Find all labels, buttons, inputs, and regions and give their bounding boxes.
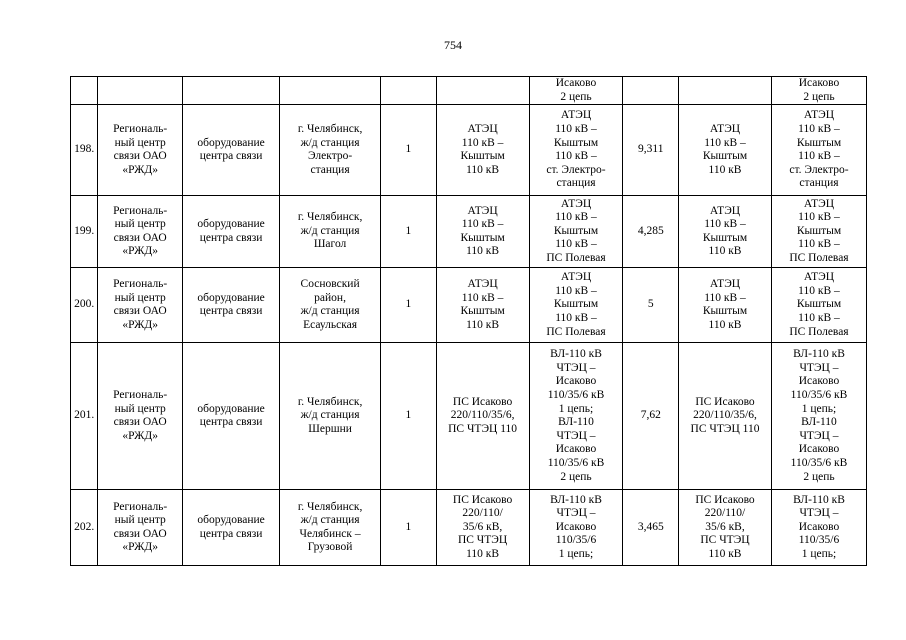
cell-number: 200. — [71, 268, 98, 343]
cell-power: 9,311 — [623, 105, 679, 196]
cell-source-1: АТЭЦ 110 кВ – Кыштым 110 кВ — [436, 105, 529, 196]
table-row — [71, 105, 867, 196]
table-row — [71, 343, 867, 490]
cell-power: 7,62 — [623, 343, 679, 490]
cell-category: 1 — [381, 343, 437, 490]
cell-category: 1 — [381, 105, 437, 196]
cell-empty — [623, 77, 679, 105]
cell-source-2: АТЭЦ 110 кВ – Кыштым 110 кВ — [679, 268, 772, 343]
cell-empty — [71, 77, 98, 105]
cell-equipment: оборудование центра связи — [183, 105, 280, 196]
cell-power: 3,465 — [623, 490, 679, 566]
cell-owner: Региональ- ный центр связи ОАО «РЖД» — [98, 196, 183, 268]
cell-line-1: АТЭЦ 110 кВ – Кыштым 110 кВ – ПС Полевая — [529, 196, 623, 268]
cell-line-2: АТЭЦ 110 кВ – Кыштым 110 кВ – ПС Полевая — [771, 268, 866, 343]
cell-empty — [436, 77, 529, 105]
cell-category: 1 — [381, 196, 437, 268]
cell-equipment: оборудование центра связи — [183, 196, 280, 268]
cell-empty — [679, 77, 772, 105]
cell-equipment: оборудование центра связи — [183, 268, 280, 343]
cell-source-1: АТЭЦ 110 кВ – Кыштым 110 кВ — [436, 268, 529, 343]
cell-number: 202. — [71, 490, 98, 566]
cell-location: г. Челябинск, ж/д станция Шершни — [280, 343, 381, 490]
cell-empty — [381, 77, 437, 105]
cell-location: Сосновский район, ж/д станция Есаульская — [280, 268, 381, 343]
table-row — [71, 196, 867, 268]
page-number: 754 — [444, 38, 462, 52]
cell-source-1: АТЭЦ 110 кВ – Кыштым 110 кВ — [436, 196, 529, 268]
cell-location: г. Челябинск, ж/д станция Электро- станция — [280, 105, 381, 196]
cell-location: г. Челябинск, ж/д станция Челябинск – Грузовой — [280, 490, 381, 566]
cell-category: 1 — [381, 490, 437, 566]
cell-empty — [98, 77, 183, 105]
cell-power: 5 — [623, 268, 679, 343]
table-row — [71, 268, 867, 343]
cell-source-2: АТЭЦ 110 кВ – Кыштым 110 кВ — [679, 196, 772, 268]
cell-number: 201. — [71, 343, 98, 490]
cell-line-1: ВЛ-110 кВ ЧТЭЦ – Исаково 110/35/6 1 цепь; — [529, 490, 623, 566]
cell-line-2: ВЛ-110 кВ ЧТЭЦ – Исаково 110/35/6 1 цепь; — [771, 490, 866, 566]
cell-number: 198. — [71, 105, 98, 196]
cell-line-1: АТЭЦ 110 кВ – Кыштым 110 кВ – ст. Электро- станция — [529, 105, 623, 196]
cell-source-2: ПС Исаково 220/110/35/6, ПС ЧТЭЦ 110 — [679, 343, 772, 490]
energy-supply-table — [70, 76, 867, 566]
cell-source-2: ПС Исаково 220/110/ 35/6 кВ, ПС ЧТЭЦ 110 кВ — [679, 490, 772, 566]
cell-location: г. Челябинск, ж/д станция Шагол — [280, 196, 381, 268]
cell-source-2: АТЭЦ 110 кВ – Кыштым 110 кВ — [679, 105, 772, 196]
cell-number: 199. — [71, 196, 98, 268]
table-row — [71, 490, 867, 566]
cell-line-2: АТЭЦ 110 кВ – Кыштым 110 кВ – ст. Электро- станция — [771, 105, 866, 196]
cell-line1: Исаково 2 цепь — [529, 77, 623, 105]
cell-owner: Региональ- ный центр связи ОАО «РЖД» — [98, 490, 183, 566]
cell-equipment: оборудование центра связи — [183, 490, 280, 566]
cell-line-2: АТЭЦ 110 кВ – Кыштым 110 кВ – ПС Полевая — [771, 196, 866, 268]
cell-owner: Региональ- ный центр связи ОАО «РЖД» — [98, 268, 183, 343]
cell-line-2: ВЛ-110 кВ ЧТЭЦ – Исаково 110/35/6 кВ 1 цепь; ВЛ-110 ЧТЭЦ – Исаково 110/35/6 кВ 2 цепь — [771, 343, 866, 490]
cell-power: 4,285 — [623, 196, 679, 268]
cell-equipment: оборудование центра связи — [183, 343, 280, 490]
cell-owner: Региональ- ный центр связи ОАО «РЖД» — [98, 343, 183, 490]
cell-owner: Региональ- ный центр связи ОАО «РЖД» — [98, 105, 183, 196]
continuation-row — [71, 77, 867, 105]
cell-line-1: АТЭЦ 110 кВ – Кыштым 110 кВ – ПС Полевая — [529, 268, 623, 343]
cell-category: 1 — [381, 268, 437, 343]
cell-source-1: ПС Исаково 220/110/ 35/6 кВ, ПС ЧТЭЦ 110 кВ — [436, 490, 529, 566]
cell-empty — [280, 77, 381, 105]
cell-line-1: ВЛ-110 кВ ЧТЭЦ – Исаково 110/35/6 кВ 1 цепь; ВЛ-110 ЧТЭЦ – Исаково 110/35/6 кВ 2 цепь — [529, 343, 623, 490]
cell-source-1: ПС Исаково 220/110/35/6, ПС ЧТЭЦ 110 — [436, 343, 529, 490]
cell-empty — [183, 77, 280, 105]
cell-line2: Исаково 2 цепь — [771, 77, 866, 105]
